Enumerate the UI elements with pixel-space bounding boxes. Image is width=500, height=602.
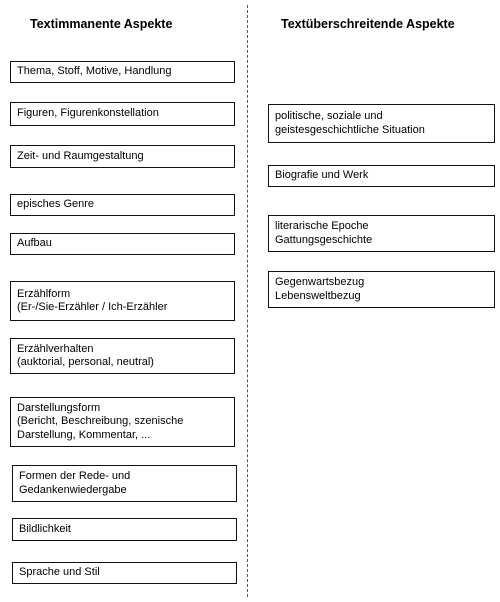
box-zeit-raum: Zeit- und Raumgestaltung: [10, 145, 235, 168]
box-aufbau: Aufbau: [10, 233, 235, 255]
heading-textueberschreitende: Textüberschreitende Aspekte: [281, 17, 455, 31]
box-politische-situation: politische, soziale und geistesgeschichtliche Situation: [268, 104, 495, 143]
heading-textimmanente: Textimmanente Aspekte: [30, 17, 173, 31]
box-figuren: Figuren, Figurenkonstellation: [10, 102, 235, 126]
box-darstellungsform: Darstellungsform (Bericht, Beschreibung, szenische Darstellung, Kommentar, ...: [10, 397, 235, 447]
column-divider: [247, 5, 248, 597]
box-literarische-epoche: literarische Epoche Gattungsgeschichte: [268, 215, 495, 252]
box-sprache-stil: Sprache und Stil: [12, 562, 237, 584]
box-episches-genre: episches Genre: [10, 194, 235, 216]
box-biografie: Biografie und Werk: [268, 165, 495, 187]
box-gegenwartsbezug: Gegenwartsbezug Lebensweltbezug: [268, 271, 495, 308]
box-formen-der-rede: Formen der Rede- und Gedankenwiedergabe: [12, 465, 237, 502]
box-bildlichkeit: Bildlichkeit: [12, 518, 237, 541]
box-thema: Thema, Stoff, Motive, Handlung: [10, 61, 235, 83]
box-erzaehlverhalten: Erzählverhalten (auktorial, personal, neutral): [10, 338, 235, 374]
box-erzaehlform: Erzählform (Er-/Sie-Erzähler / Ich-Erzähler: [10, 281, 235, 321]
